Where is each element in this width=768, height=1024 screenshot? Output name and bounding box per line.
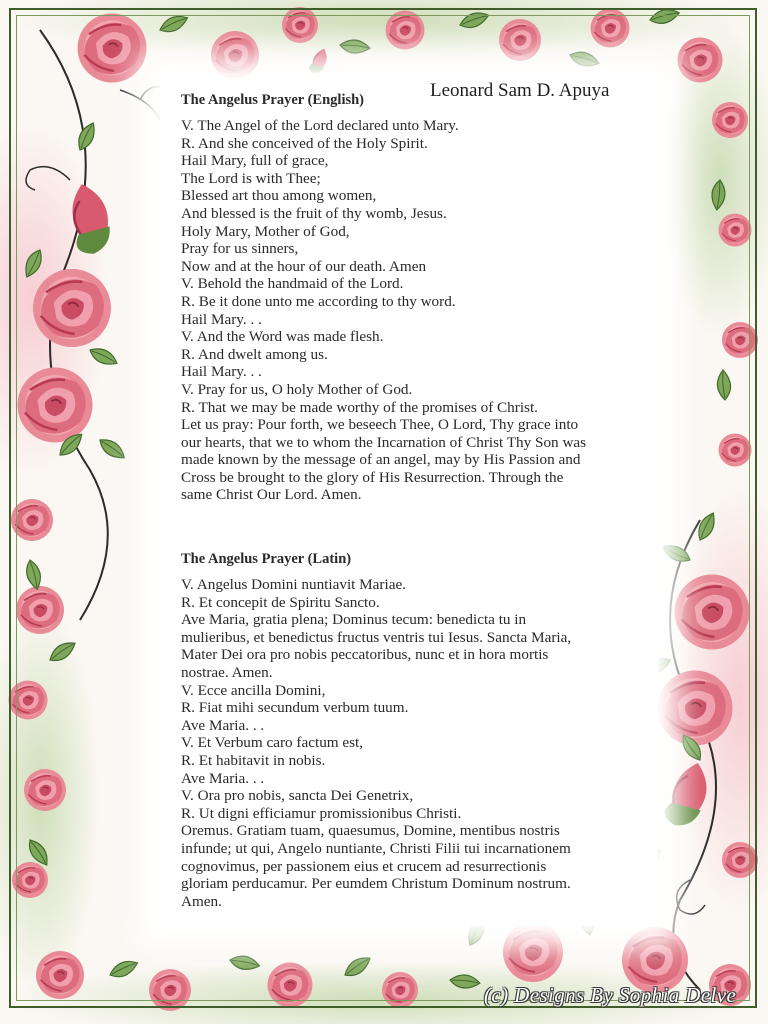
- prayer-line: infunde; ut qui, Angelo nuntiante, Christi Filii tui incarnationem: [181, 839, 571, 857]
- prayer-line: R. Be it done unto me according to thy word.: [181, 292, 456, 310]
- latin-prayer-text: [181, 576, 651, 910]
- prayer-line: Mater Dei ora pro nobis peccatoribus, nunc et in hora mortis: [181, 646, 549, 664]
- prayer-line: V. Pray for us, O holy Mother of God.: [181, 380, 413, 398]
- prayer-line: Ave Maria. . .: [181, 769, 265, 787]
- prayer-line: R. And she conceived of the Holy Spirit.: [181, 134, 428, 152]
- prayer-line: Ave Maria, gratia plena; Dominus tecum: benedicta tu in: [181, 611, 527, 629]
- prayer-line: R. Ut digni efficiamur promissionibus Christi.: [181, 804, 462, 822]
- prayer-line: V. And the Word was made flesh.: [181, 328, 384, 346]
- latin-prayer-section: [181, 550, 651, 910]
- prayer-line: R. Et concepit de Spiritu Sancto.: [181, 593, 380, 611]
- prayer-line: Holy Mary, Mother of God,: [181, 222, 350, 240]
- prayer-line: our hearts, that we to whom the Incarnation of Christ Thy Son was: [181, 433, 587, 451]
- english-prayer-section: [181, 91, 651, 504]
- designer-credit: (c) Designs By Sophia Delve: [484, 983, 737, 1007]
- prayer-line: cognovimus, per passionem eius et crucem ad resurrectionis: [181, 857, 547, 875]
- prayer-line: Let us pray: Pour forth, we beseech Thee, O Lord, Thy grace into: [181, 416, 579, 434]
- prayer-line: V. Ecce ancilla Domini,: [181, 681, 326, 699]
- prayer-line: V. The Angel of the Lord declared unto Mary.: [181, 117, 459, 134]
- prayer-line: Hail Mary. . .: [181, 310, 262, 328]
- prayer-line: Oremus. Gratiam tuam, quaesumus, Domine, mentibus nostris: [181, 822, 560, 840]
- prayer-line: V. Ora pro nobis, sancta Dei Genetrix,: [181, 787, 414, 805]
- prayer-line: Amen.: [181, 892, 222, 910]
- prayer-line: Hail Mary. . .: [181, 363, 262, 381]
- prayer-line: R. And dwelt among us.: [181, 345, 328, 363]
- prayer-line: And blessed is the fruit of thy womb, Jesus.: [181, 204, 447, 222]
- prayer-line: nostrae. Amen.: [181, 663, 273, 681]
- prayer-line: V. Behold the handmaid of the Lord.: [181, 275, 404, 293]
- prayer-line: R. Et habitavit in nobis.: [181, 751, 326, 769]
- prayer-line: Blessed art thou among women,: [181, 187, 377, 205]
- prayer-line: Pray for us sinners,: [181, 240, 299, 258]
- author-name: Leonard Sam D. Apuya: [430, 80, 610, 101]
- prayer-line: mulieribus, et benedictus fructus ventris tui Iesus. Sancta Maria,: [181, 628, 572, 646]
- prayer-line: made known by the message of an angel, may by His Passion and: [181, 451, 581, 469]
- prayer-line: R. Fiat mihi secundum verbum tuum.: [181, 699, 409, 717]
- english-prayer-text: [181, 117, 651, 504]
- prayer-line: same Christ Our Lord. Amen.: [181, 486, 362, 504]
- prayer-line: Cross be brought to the glory of His Resurrection. Through the: [181, 468, 564, 486]
- prayer-line: Ave Maria. . .: [181, 716, 265, 734]
- prayer-line: Now and at the hour of our death. Amen: [181, 257, 427, 275]
- prayer-line: Hail Mary, full of grace,: [181, 152, 329, 170]
- latin-prayer-heading: The Angelus Prayer (Latin): [181, 551, 352, 567]
- prayer-line: V. Angelus Domini nuntiavit Mariae.: [181, 576, 406, 593]
- prayer-line: R. That we may be made worthy of the promises of Christ.: [181, 398, 538, 416]
- prayer-line: gloriam perducamur. Per eumdem Christum Dominum nostrum.: [181, 875, 571, 893]
- prayer-line: V. Et Verbum caro factum est,: [181, 734, 364, 752]
- english-prayer-heading: The Angelus Prayer (English): [181, 92, 365, 108]
- prayer-line: The Lord is with Thee;: [181, 169, 321, 187]
